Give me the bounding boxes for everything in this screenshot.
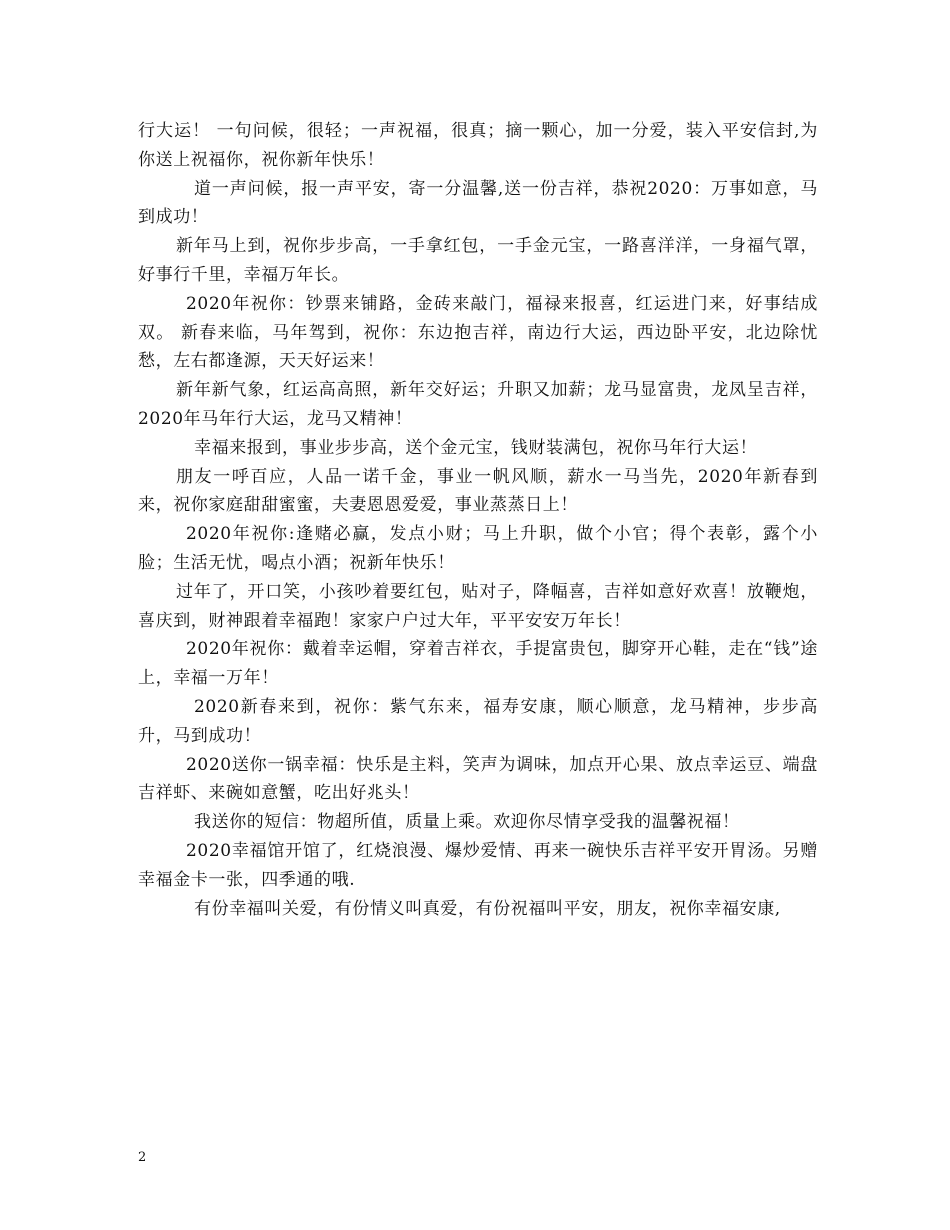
- paragraph: 新年马上到，祝你步步高，一手拿红包，一手金元宝，一路喜洋洋，一身福气罩，好事行千里，幸福万年长。: [138, 236, 818, 285]
- paragraph: 2020年祝你:逢赌必赢，发点小财；马上升职，做个小官；得个表彰，露个小脸；生活无忧，喝点小酒；祝新年快乐！: [138, 524, 818, 573]
- paragraph: 我送你的短信：物超所值，质量上乘。欢迎你尽情享受我的温馨祝福！: [194, 812, 740, 833]
- paragraph: 过年了，开口笑，小孩吵着要红包，贴对子，降幅喜，吉祥如意好欢喜！放鞭炮，喜庆到，财神跟着幸福跑！家家户户过大年，平平安安万年长！: [138, 581, 818, 631]
- paragraph: 行大运！ 一句问候，很轻；一声祝福，很真；摘一颗心，加一分爱，装入平安信封,为你送上祝福你，祝你新年快乐！: [138, 121, 818, 170]
- paragraph: 2020年祝你：戴着幸运帽，穿着吉祥衣，手提富贵包，脚穿开心鞋，走在“钱”途上，幸福一万年！: [138, 639, 818, 689]
- paragraph: 新年新气象，红运高高照，新年交好运；升职又加薪；龙马显富贵，龙凤呈吉祥，2020年马年行大运，龙马又精神！: [138, 380, 818, 429]
- paragraph: 2020送你一锅幸福：快乐是主料，笑声为调味，加点开心果、放点幸运豆、端盘吉祥虾、来碗如意蟹，吃出好兆头！: [138, 754, 818, 804]
- paragraph: 2020新春来到，祝你：紫气东来，福寿安康，顺心顺意，龙马精神，步步高升，马到成功！: [138, 696, 818, 746]
- paragraph: 有份幸福叫关爱，有份情义叫真爱，有份祝福叫平安，朋友，祝你幸福安康,: [194, 898, 781, 919]
- page-number: 2: [138, 1150, 147, 1165]
- paragraph: 幸福来报到，事业步步高，送个金元宝，钱财装满包，祝你马年行大运！: [194, 437, 758, 458]
- paragraph: 道一声问候，报一声平安，寄一分温馨,送一份吉祥，恭祝2020：万事如意，马到成功！: [138, 178, 818, 228]
- paragraph: 朋友一呼百应，人品一诺千金，事业一帆风顺，薪水一马当先，2020年新春到来，祝你家庭甜甜蜜蜜，夫妻恩恩爱爱，事业蒸蒸日上！: [138, 466, 818, 516]
- paragraph: 2020幸福馆开馆了，红烧浪漫、爆炒爱情、再来一碗快乐吉祥平安开胃汤。另赠幸福金卡一张，四季通的哦.: [138, 840, 818, 890]
- document-body: [138, 117, 818, 923]
- paragraph: 2020年祝你：钞票来铺路，金砖来敲门，福禄来报喜，红运进门来，好事结成双。 新春来临，马年驾到，祝你：东边抱吉祥，南边行大运，西边卧平安，北边除忧愁，左右都逢源，天天好运来！: [138, 293, 818, 372]
